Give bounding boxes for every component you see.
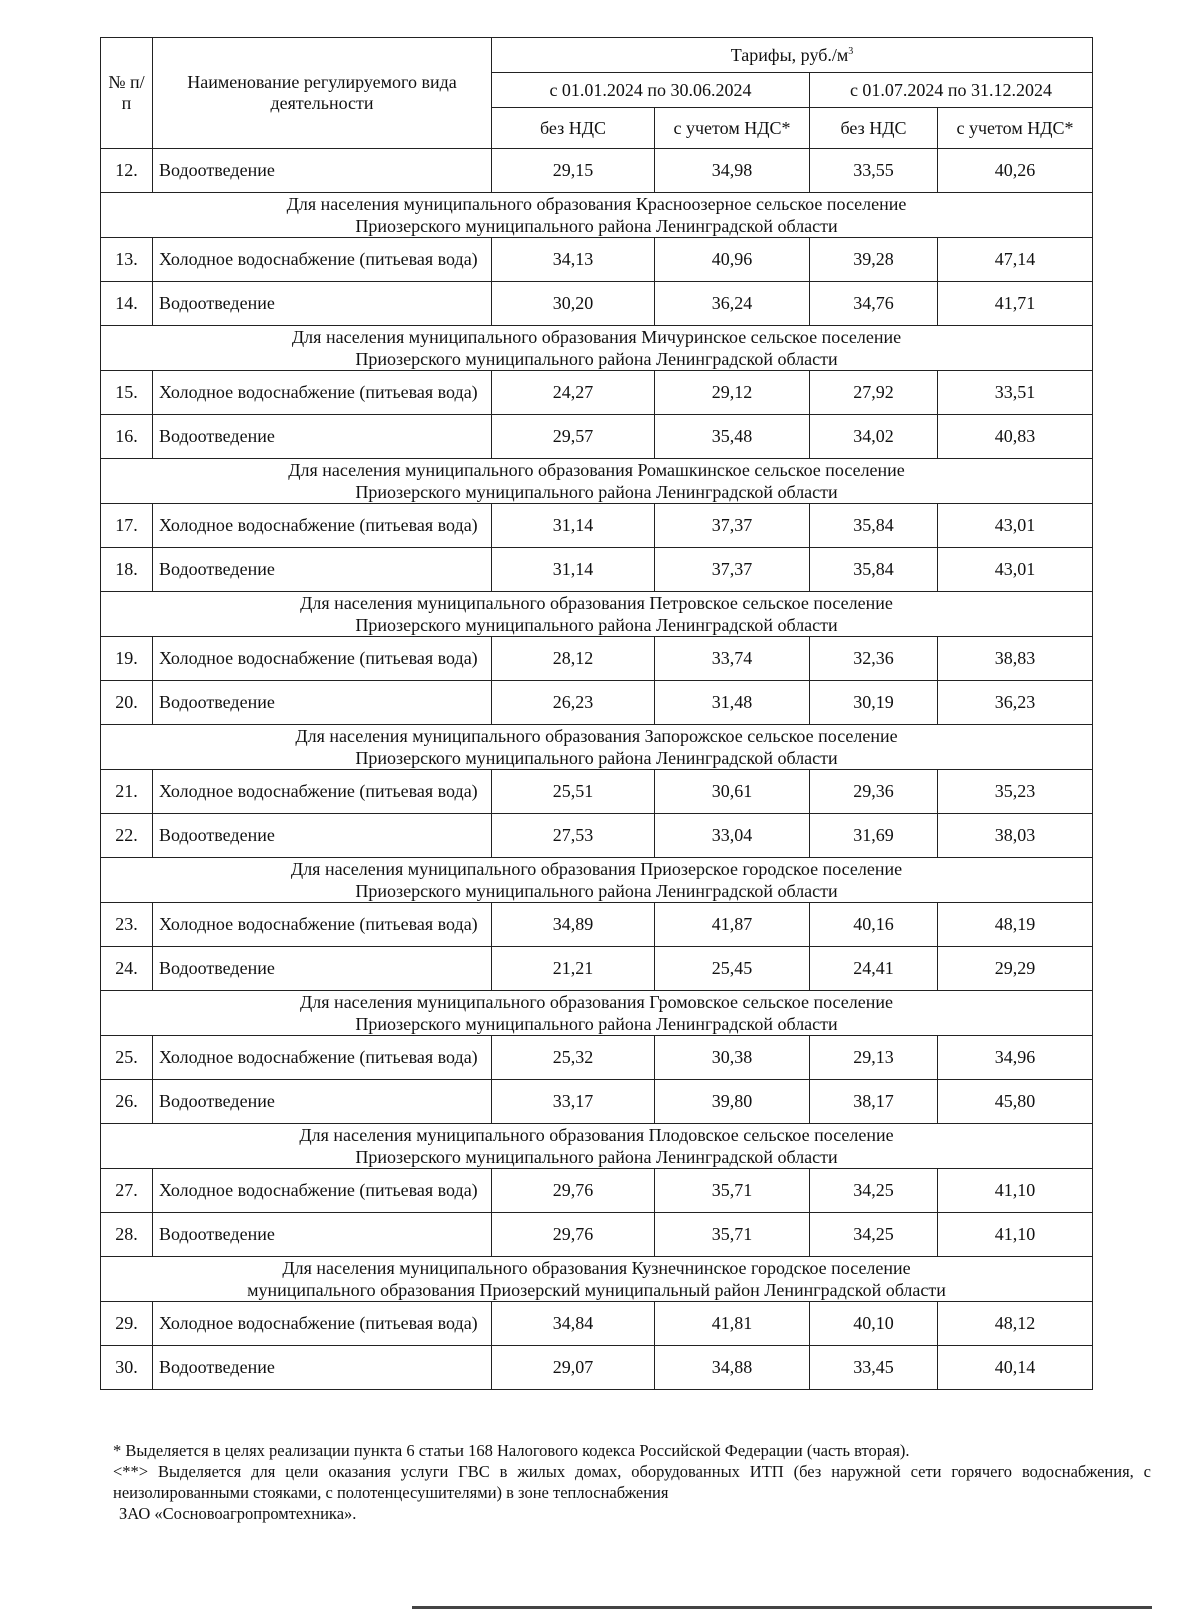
- section-heading: [101, 193, 1093, 238]
- tariff-period1-no-vat: 27,53: [492, 814, 655, 858]
- section-heading-line2: Приозерского муниципального района Ленинградской области: [355, 216, 838, 236]
- footnotes: [113, 1440, 1151, 1524]
- activity-name: Холодное водоснабжение (питьевая вода): [153, 770, 492, 814]
- activity-name: Водоотведение: [153, 1080, 492, 1124]
- tariff-period2-with-vat: 41,10: [938, 1169, 1093, 1213]
- tariff-period2-no-vat: 24,41: [810, 947, 938, 991]
- tariff-period2-no-vat: 30,19: [810, 681, 938, 725]
- section-heading-line2: Приозерского муниципального района Ленинградской области: [355, 1014, 838, 1034]
- section-heading-line2: Приозерского муниципального района Ленинградской области: [355, 1147, 838, 1167]
- tariff-period1-no-vat: 25,32: [492, 1036, 655, 1080]
- table-row: [101, 1169, 1093, 1213]
- tariff-period2-no-vat: 38,17: [810, 1080, 938, 1124]
- section-row: [101, 858, 1093, 903]
- section-heading-line2: Приозерского муниципального района Ленинградской области: [355, 748, 838, 768]
- tariff-period2-no-vat: 34,25: [810, 1169, 938, 1213]
- table-row: [101, 504, 1093, 548]
- section-heading-line1: Для населения муниципального образования Запорожское сельское поселение: [295, 726, 898, 746]
- row-number: 30.: [101, 1346, 153, 1390]
- section-heading: [101, 1124, 1093, 1169]
- row-number: 18.: [101, 548, 153, 592]
- tariff-period1-no-vat: 29,57: [492, 415, 655, 459]
- row-number: 24.: [101, 947, 153, 991]
- tariff-table: [100, 37, 1093, 1390]
- table-row: [101, 903, 1093, 947]
- section-row: [101, 1124, 1093, 1169]
- section-heading: [101, 725, 1093, 770]
- section-heading: [101, 592, 1093, 637]
- tariff-period2-with-vat: 48,19: [938, 903, 1093, 947]
- section-heading-line1: Для населения муниципального образования Громовское сельское поселение: [300, 992, 893, 1012]
- row-number: 16.: [101, 415, 153, 459]
- row-number: 13.: [101, 238, 153, 282]
- tariff-period1-with-vat: 34,98: [655, 149, 810, 193]
- section-heading-line1: Для населения муниципального образования Плодовское сельское поселение: [299, 1125, 894, 1145]
- tariff-period2-with-vat: 34,96: [938, 1036, 1093, 1080]
- section-heading-line1: Для населения муниципального образования Ромашкинское сельское поселение: [288, 460, 905, 480]
- tariff-period2-with-vat: 29,29: [938, 947, 1093, 991]
- tariff-period1-with-vat: 41,81: [655, 1302, 810, 1346]
- tariff-period1-with-vat: 40,96: [655, 238, 810, 282]
- activity-name: Водоотведение: [153, 1213, 492, 1257]
- tariff-period2-with-vat: 41,10: [938, 1213, 1093, 1257]
- tariff-period2-no-vat: 35,84: [810, 504, 938, 548]
- activity-name: Холодное водоснабжение (питьевая вода): [153, 637, 492, 681]
- row-number: 12.: [101, 149, 153, 193]
- row-number: 15.: [101, 371, 153, 415]
- tariff-period1-no-vat: 34,13: [492, 238, 655, 282]
- tariff-period2-no-vat: 33,55: [810, 149, 938, 193]
- header-name: Наименование регулируемого вида деятельности: [153, 38, 492, 149]
- tariff-period2-with-vat: 48,12: [938, 1302, 1093, 1346]
- tariff-period2-no-vat: 29,13: [810, 1036, 938, 1080]
- row-number: 23.: [101, 903, 153, 947]
- tariff-period2-with-vat: 38,83: [938, 637, 1093, 681]
- activity-name: Водоотведение: [153, 1346, 492, 1390]
- tariff-period2-no-vat: 32,36: [810, 637, 938, 681]
- section-heading: [101, 858, 1093, 903]
- tariff-period1-with-vat: 41,87: [655, 903, 810, 947]
- table-row: [101, 1346, 1093, 1390]
- section-heading: [101, 991, 1093, 1036]
- footnote-vat: * Выделяется в целях реализации пункта 6 статьи 168 Налогового кодекса Российской Федерации (часть вторая).: [113, 1441, 910, 1460]
- activity-name: Холодное водоснабжение (питьевая вода): [153, 371, 492, 415]
- section-heading-line2: Приозерского муниципального района Ленинградской области: [355, 881, 838, 901]
- tariff-period1-no-vat: 24,27: [492, 371, 655, 415]
- header-no-vat-2: без НДС: [810, 108, 938, 149]
- table-row: [101, 681, 1093, 725]
- table-row: [101, 1302, 1093, 1346]
- tariff-period1-no-vat: 21,21: [492, 947, 655, 991]
- table-header: [101, 38, 1093, 149]
- row-number: 26.: [101, 1080, 153, 1124]
- row-number: 27.: [101, 1169, 153, 1213]
- activity-name: Водоотведение: [153, 814, 492, 858]
- row-number: 14.: [101, 282, 153, 326]
- tariff-period1-no-vat: 30,20: [492, 282, 655, 326]
- tariff-period1-no-vat: 29,15: [492, 149, 655, 193]
- row-number: 28.: [101, 1213, 153, 1257]
- section-row: [101, 459, 1093, 504]
- activity-name: Холодное водоснабжение (питьевая вода): [153, 1169, 492, 1213]
- tariff-period1-with-vat: 35,71: [655, 1169, 810, 1213]
- section-row: [101, 725, 1093, 770]
- activity-name: Водоотведение: [153, 282, 492, 326]
- section-heading: [101, 459, 1093, 504]
- row-number: 29.: [101, 1302, 153, 1346]
- section-heading-line1: Для населения муниципального образования Кузнечнинское городское поселение: [282, 1258, 911, 1278]
- tariff-period2-no-vat: 31,69: [810, 814, 938, 858]
- section-heading-line2: Приозерского муниципального района Ленинградской области: [355, 349, 838, 369]
- tariff-period1-no-vat: 26,23: [492, 681, 655, 725]
- tariff-period2-with-vat: 33,51: [938, 371, 1093, 415]
- tariff-period2-with-vat: 41,71: [938, 282, 1093, 326]
- header-with-vat-1: с учетом НДС*: [655, 108, 810, 149]
- tariff-period2-no-vat: 40,10: [810, 1302, 938, 1346]
- table-row: [101, 371, 1093, 415]
- section-heading-line1: Для населения муниципального образования Красноозерное сельское поселение: [286, 194, 907, 214]
- footnote-gvs: <**> Выделяется для цели оказания услуги ГВС в жилых домах, оборудованных ИТП (без наружной сети горячего водоснабжения, с неизолированными стояками, с полотенцесушителями) в зоне теплоснабжения: [113, 1462, 1151, 1502]
- table-body: [101, 149, 1093, 1390]
- footnote-gvs-company: ЗАО «Сосновоагропромтехника».: [119, 1504, 357, 1523]
- tariff-period1-with-vat: 35,71: [655, 1213, 810, 1257]
- table-row: [101, 149, 1093, 193]
- tariff-period2-with-vat: 35,23: [938, 770, 1093, 814]
- tariff-period2-with-vat: 43,01: [938, 504, 1093, 548]
- activity-name: Водоотведение: [153, 947, 492, 991]
- row-number: 25.: [101, 1036, 153, 1080]
- section-heading-line2: Приозерского муниципального района Ленинградской области: [355, 615, 838, 635]
- tariff-period2-no-vat: 34,76: [810, 282, 938, 326]
- tariff-period2-no-vat: 34,02: [810, 415, 938, 459]
- tariff-period1-with-vat: 29,12: [655, 371, 810, 415]
- row-number: 17.: [101, 504, 153, 548]
- tariff-period1-no-vat: 28,12: [492, 637, 655, 681]
- table-row: [101, 637, 1093, 681]
- section-heading: [101, 326, 1093, 371]
- tariff-period1-no-vat: 31,14: [492, 548, 655, 592]
- tariff-period2-no-vat: 40,16: [810, 903, 938, 947]
- tariff-period2-with-vat: 43,01: [938, 548, 1093, 592]
- tariff-period2-no-vat: 35,84: [810, 548, 938, 592]
- tariff-period2-with-vat: 38,03: [938, 814, 1093, 858]
- tariff-period1-with-vat: 37,37: [655, 548, 810, 592]
- section-heading: [101, 1257, 1093, 1302]
- table-row: [101, 1080, 1093, 1124]
- tariff-period2-no-vat: 27,92: [810, 371, 938, 415]
- tariff-period2-with-vat: 36,23: [938, 681, 1093, 725]
- table-row: [101, 415, 1093, 459]
- section-heading-line1: Для населения муниципального образования Приозерское городское поселение: [290, 859, 903, 879]
- activity-name: Холодное водоснабжение (питьевая вода): [153, 1302, 492, 1346]
- tariff-period2-no-vat: 29,36: [810, 770, 938, 814]
- section-row: [101, 592, 1093, 637]
- section-row: [101, 1257, 1093, 1302]
- table-row: [101, 770, 1093, 814]
- row-number: 19.: [101, 637, 153, 681]
- section-heading-line1: Для населения муниципального образования Мичуринское сельское поселение: [291, 327, 902, 347]
- table-row: [101, 238, 1093, 282]
- table-row: [101, 282, 1093, 326]
- header-with-vat-2: с учетом НДС*: [938, 108, 1093, 149]
- tariff-period2-with-vat: 40,83: [938, 415, 1093, 459]
- table-row: [101, 814, 1093, 858]
- tariff-period1-no-vat: 31,14: [492, 504, 655, 548]
- tariff-period2-with-vat: 47,14: [938, 238, 1093, 282]
- section-heading-line1: Для населения муниципального образования Петровское сельское поселение: [300, 593, 893, 613]
- header-no-vat-1: без НДС: [492, 108, 655, 149]
- tariff-period1-with-vat: 33,74: [655, 637, 810, 681]
- tariff-period1-with-vat: 31,48: [655, 681, 810, 725]
- activity-name: Водоотведение: [153, 681, 492, 725]
- activity-name: Холодное водоснабжение (питьевая вода): [153, 238, 492, 282]
- table-row: [101, 548, 1093, 592]
- tariff-period2-with-vat: 45,80: [938, 1080, 1093, 1124]
- section-row: [101, 326, 1093, 371]
- page-bottom-rule: [412, 1606, 1152, 1609]
- table-row: [101, 1036, 1093, 1080]
- table-row: [101, 1213, 1093, 1257]
- section-row: [101, 991, 1093, 1036]
- header-period-1: с 01.01.2024 по 30.06.2024: [492, 73, 810, 108]
- tariff-period1-no-vat: 29,76: [492, 1169, 655, 1213]
- tariff-period1-with-vat: 35,48: [655, 415, 810, 459]
- tariff-period1-no-vat: 34,84: [492, 1302, 655, 1346]
- tariff-period1-no-vat: 34,89: [492, 903, 655, 947]
- header-tariffs: Тарифы, $руб./м^3$: [492, 38, 1093, 73]
- activity-name: Водоотведение: [153, 149, 492, 193]
- row-number: 20.: [101, 681, 153, 725]
- tariff-period1-with-vat: 30,38: [655, 1036, 810, 1080]
- tariff-period2-no-vat: 34,25: [810, 1213, 938, 1257]
- tariff-period1-with-vat: 37,37: [655, 504, 810, 548]
- tariff-period1-no-vat: 33,17: [492, 1080, 655, 1124]
- row-number: 22.: [101, 814, 153, 858]
- tariff-period1-with-vat: 34,88: [655, 1346, 810, 1390]
- activity-name: Холодное водоснабжение (питьевая вода): [153, 903, 492, 947]
- tariff-period2-no-vat: 33,45: [810, 1346, 938, 1390]
- header-period-2: с 01.07.2024 по 31.12.2024: [810, 73, 1093, 108]
- tariff-period1-no-vat: 29,76: [492, 1213, 655, 1257]
- row-number: 21.: [101, 770, 153, 814]
- section-heading-line2: муниципального образования Приозерский муниципальный район Ленинградской области: [247, 1280, 946, 1300]
- tariff-period1-no-vat: 29,07: [492, 1346, 655, 1390]
- table-row: [101, 947, 1093, 991]
- activity-name: Водоотведение: [153, 548, 492, 592]
- section-row: [101, 193, 1093, 238]
- header-num: № п/п: [101, 38, 153, 149]
- tariff-period1-no-vat: 25,51: [492, 770, 655, 814]
- activity-name: Водоотведение: [153, 415, 492, 459]
- section-heading-line2: Приозерского муниципального района Ленинградской области: [355, 482, 838, 502]
- tariff-period2-no-vat: 39,28: [810, 238, 938, 282]
- tariff-period1-with-vat: 36,24: [655, 282, 810, 326]
- tariff-period1-with-vat: 33,04: [655, 814, 810, 858]
- tariff-period1-with-vat: 30,61: [655, 770, 810, 814]
- tariff-period1-with-vat: 39,80: [655, 1080, 810, 1124]
- activity-name: Холодное водоснабжение (питьевая вода): [153, 1036, 492, 1080]
- tariff-period2-with-vat: 40,26: [938, 149, 1093, 193]
- tariff-period2-with-vat: 40,14: [938, 1346, 1093, 1390]
- tariff-period1-with-vat: 25,45: [655, 947, 810, 991]
- activity-name: Холодное водоснабжение (питьевая вода): [153, 504, 492, 548]
